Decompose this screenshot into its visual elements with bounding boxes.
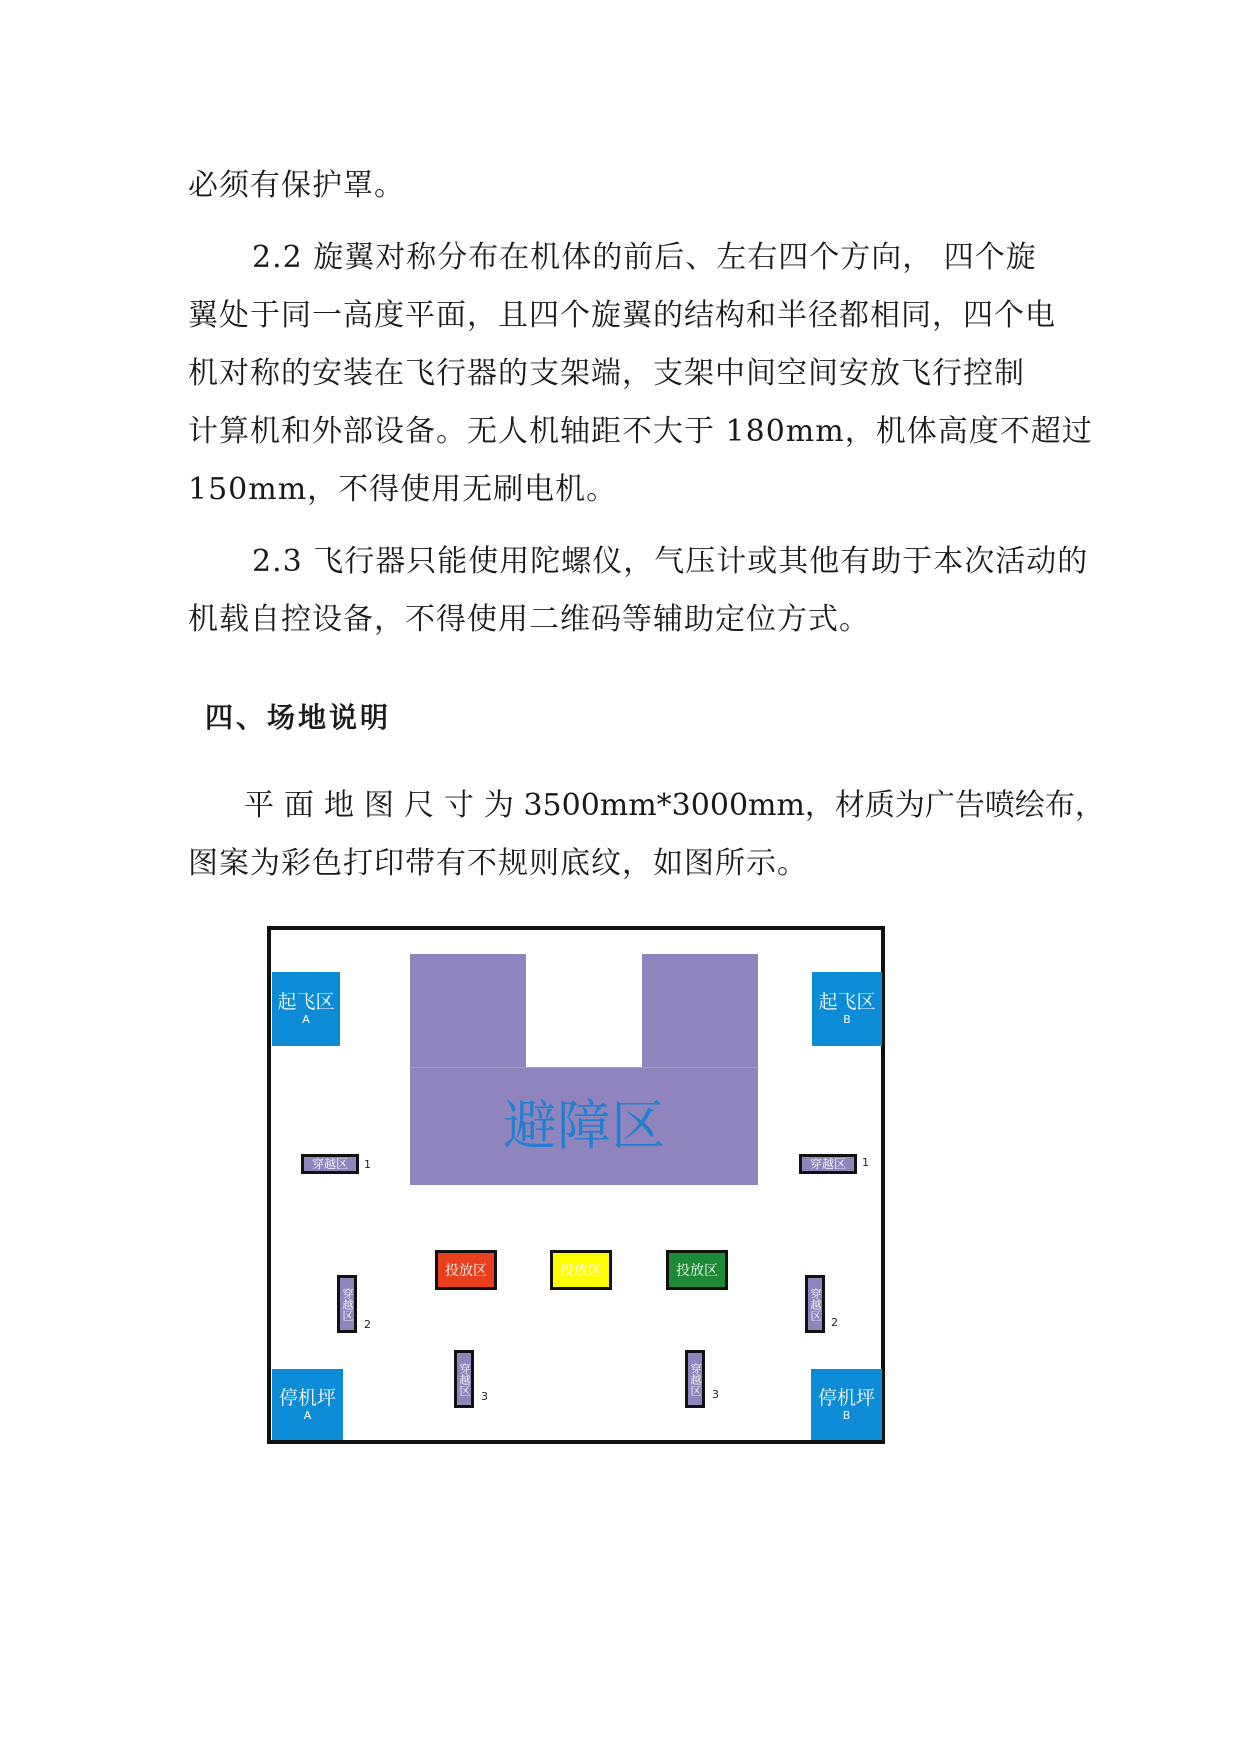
gate-2-left: 穿越区 [337,1275,357,1333]
drop-zone-yellow [550,1250,612,1290]
section-heading: 四、场地说明 [205,701,392,734]
gate-2-right: 穿越区 [805,1275,825,1333]
word: 图 [363,788,394,823]
paragraph-line: 翼处于同一高度平面，且四个旋翼的结构和半径都相同，四个电 [188,298,1056,333]
parking-pad-b [811,1369,882,1440]
gate-number: 1 [364,1158,371,1171]
parking-pad-label: 停机坪 [817,1386,875,1409]
paragraph-line: 150mm，不得使用无刷电机。 [188,472,618,507]
gate-number: 1 [862,1156,869,1169]
takeoff-zone-b [812,972,882,1046]
paragraph-line: 计算机和外部设备。无人机轴距不大于 180mm，机体高度不超过 [188,414,1093,449]
word: 平 [244,788,274,823]
parking-pad-tag: B [842,1408,851,1422]
gate-3-left: 穿越区 [454,1350,474,1408]
drop-zone-label: 投放区 [560,1263,602,1279]
drop-zone-label: 投放区 [445,1263,487,1279]
takeoff-zone-tag: B [843,1013,851,1026]
obstacle-area-left-wing [410,954,526,1068]
gate-number: 2 [364,1318,371,1331]
takeoff-zone-label: 起飞区 [277,991,335,1013]
paragraph-line: 机载自控设备，不得使用二维码等辅助定位方式。 [188,602,870,637]
parking-pad-a [272,1369,343,1440]
word: 为 3500mm*3000mm，材质为广告喷绘布， [483,788,1105,823]
drop-zone-green [666,1250,728,1290]
takeoff-zone-tag: A [302,1013,310,1026]
word: 尺 [403,788,434,823]
parking-pad-label: 停机坪 [278,1386,336,1409]
obstacle-area-label: 避障区 [503,1094,665,1157]
paragraph-line: 机对称的安装在飞行器的支架端，支架中间空间安放飞行控制 [188,356,1025,391]
paragraph-line: 2.2 旋翼对称分布在机体的前后、左右四个方向， 四个旋 [252,240,1037,275]
gate-number: 3 [481,1390,488,1403]
gate-3-right: 穿越区 [685,1350,705,1408]
gate-number: 2 [831,1316,838,1329]
gate-number: 3 [712,1388,719,1401]
paragraph-line: 图案为彩色打印带有不规则底纹，如图所示。 [188,846,808,881]
parking-pad-tag: A [303,1408,312,1422]
obstacle-area-right-wing [642,954,758,1068]
takeoff-zone-a [272,972,340,1046]
gate-1-right: 穿越区 [799,1154,857,1174]
takeoff-zone-label: 起飞区 [818,991,876,1013]
word: 地 [323,788,354,823]
word: 寸 [443,788,474,823]
drop-zone-red [435,1250,497,1290]
paragraph-line: 2.3 飞行器只能使用陀螺仪，气压计或其他有助于本次活动的 [252,544,1089,579]
word: 面 [283,788,314,823]
field-map [267,926,885,1444]
gate-1-left: 穿越区 [301,1154,359,1174]
obstacle-area [410,1067,758,1185]
paragraph-line: 必须有保护罩。 [188,168,405,203]
drop-zone-label: 投放区 [676,1263,718,1279]
paragraph-line-justified [244,786,1105,826]
